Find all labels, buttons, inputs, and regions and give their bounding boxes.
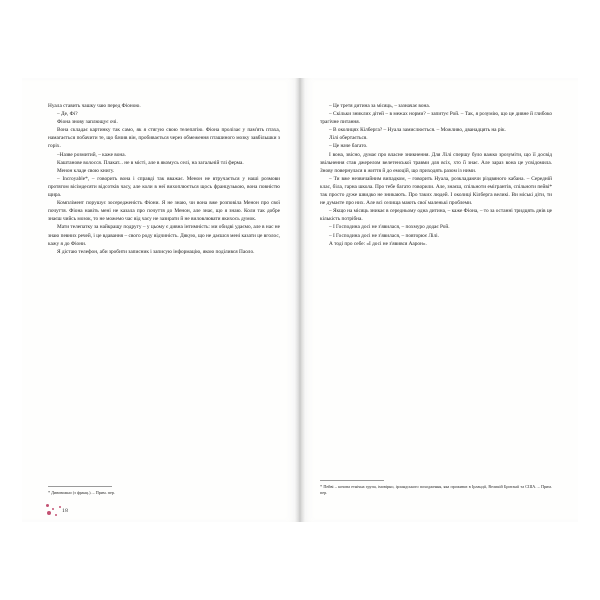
paragraph: – Це наче багато. — [329, 143, 368, 150]
paragraph: – В околицях Кілберга? – Нуала замислюється. – Можливо, дванадцять на рік. — [329, 127, 506, 134]
paragraph: Мати телепатку за найкращу подругу – у цьому є дивна інтимність: ми обидві удаємо, але в нас не знаю певних речей, і це вдавання – свого роду відчиність. Дякую, що не даєшся мені казати це вголос, кажу я до Фіони. — [48, 224, 280, 247]
paragraph: – І Господина досі не з'явилася, – похмуро додає Рой. — [329, 224, 450, 231]
paragraph: Фіона знову заплющує очі. — [57, 119, 118, 126]
paragraph: – Incroyable*, – говорить вона і справді так вважає. Менон не втручається у наші розмови протягом вісімдесяти відсотків часу, але коли в неї вихоплюється щось французькою, вона повністю щира. — [48, 175, 280, 199]
paragraph: – І Господина досі не з'явилася, – повторює Лілі. — [329, 232, 439, 239]
floral-decoration-icon — [44, 502, 69, 520]
paragraph: Я дістаю телефон, аби зробити записник і записую інформацію, якою поділився Паоло. — [57, 248, 255, 255]
right-footnote-area — [320, 480, 552, 496]
paragraph: – Якщо на місяць зникає в середньому одна дитина, – каже Фіона, – то за останні тридцять днів це кількість потрібна. — [320, 208, 552, 223]
paragraph: Вона складає картинку так само, як я стягую свою телепатію. Фіона пролізає у пам'ять птаха, намагається побачити те, що бачив він, пробивається через обмеження пташиного мозку завбільшки з горіх. — [48, 127, 280, 150]
paragraph: – Це третя дитина за місяць, – зазначає вона. — [329, 103, 431, 109]
page-number: 18 — [62, 508, 69, 514]
paragraph: –Назве розмитий, – каже вона. — [57, 151, 126, 158]
right-page-body — [320, 102, 552, 248]
open-book — [22, 78, 578, 522]
left-page-body — [48, 102, 280, 256]
paragraph: І вона, звісно, думає про власне зникнення. Для Лілі спершу було важко зрозуміти, що її досвід звільнення став джерелом велетенської травми для всіх, хто її знає. Але зараз вона це усвідомила. Знову повернулася в життя й до емоцій, що приходять разом із ними. — [320, 151, 552, 174]
footnote-text: * Пейві – кочова етнічна група, імовірно, ірландського походження, яка проживає в Ірландії, Великій Британії та США. – Прим. пер. — [320, 483, 552, 495]
right-page — [300, 78, 578, 522]
paragraph: А тоді про себе: «І досі не з'явився Аарон». — [329, 240, 427, 247]
footnote-divider — [320, 480, 384, 481]
paragraph: – Скільки зниклих дітей – в межах норми? – запитує Рой. – Так, я розумію, що це дивне й глибоко трагічне питання. — [320, 111, 552, 126]
paragraph: Нуала ставить чашку чаю перед Фіоною. — [48, 103, 141, 109]
footnote-text: * Дивовижно (з франц.). – Прим. пер. — [48, 489, 116, 495]
left-page — [22, 78, 300, 522]
left-footnote-area — [48, 486, 280, 496]
paragraph: – Ти вже незвичайним випадком, – говорить Нуала, розкладаючи різдвяного кабана. – Середній клас, біла, гарна школа. Про тебе багато говорили. Але, знаєш, спільноти емігрантів, спільноти пейві* так просто дуже швидко не зникають. Про таких людей. І околиці Кілберга великі. Ви міські діти, ти не думаєте про них. Але всі селища мають свої маленькі проблеми. — [320, 175, 552, 207]
paragraph: Комплімент порушує зосередженість Фіони. Я не знаю, чи вона вже розповіла Менон про свої почуття. Фіона навіть мені не казала про почуття до Менон, але знає, що я знаю. Коли так добре знаєш чийсь мозок, то не можемо час від часу не зазирати й не виловлювати якихось думок. — [48, 200, 280, 223]
paragraph: Каштанове волосся. Плакат... не в місті, але в якомусь селі, на загальній тлі ферма. — [57, 159, 244, 166]
paragraph: Лілі обертається. — [329, 135, 368, 142]
footnote-divider — [48, 486, 112, 487]
paragraph: Менон кладе свою книгу. — [57, 167, 115, 174]
paragraph: – Де, Фі? — [57, 111, 78, 118]
